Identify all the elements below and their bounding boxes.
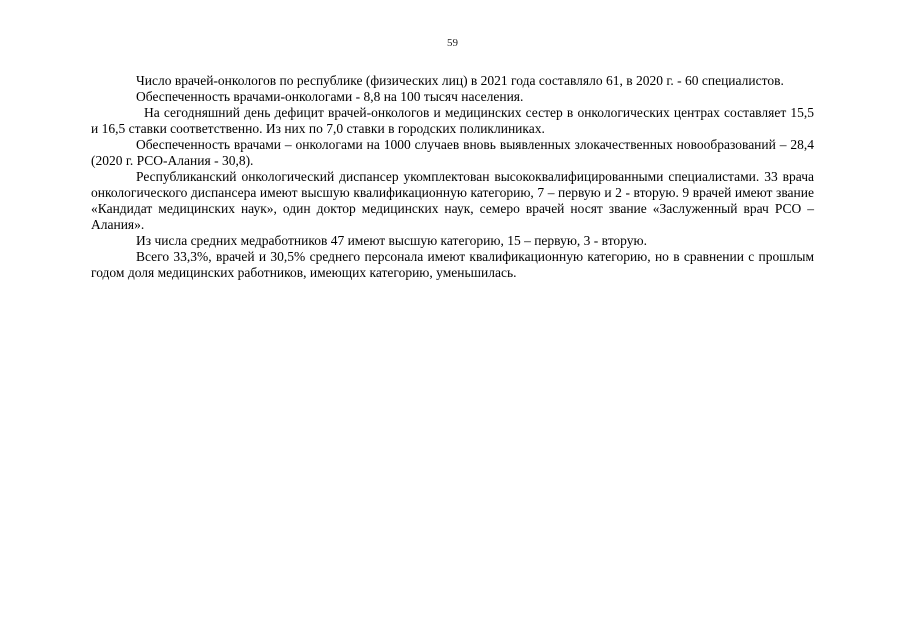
page-number: 59 (447, 37, 458, 49)
paragraph-oncologists-per-capita: Обеспеченность врачами-онкологами - 8,8 на 100 тысяч населения. (136, 89, 524, 104)
document-body (91, 73, 814, 281)
paragraph-oncologists-per-cases: Обеспеченность врачами – онкологами на 1000 случаев вновь выявленных злокачественных новообразований – 28,4 (2020 г. РСО-Алания - 30,8). (91, 137, 814, 168)
paragraph-dispensary-staffing: Республиканский онкологический диспансер укомплектован высококвалифицированными специалистами. 33 врача онкологического диспансера имеют высшую квалификационную категорию, 7 – первую и 2 - вторую. 9 врачей имеют звание «Кандидат медицинских наук», один доктор медицинских наук, семеро врачей носят звание «Заслуженный врач РСО – Алания». (91, 169, 814, 232)
paragraph-qualification-summary: Всего 33,3%, врачей и 30,5% среднего персонала имеют квалификационную категорию, но в сравнении с прошлым годом доля медицинских работников, имеющих категорию, уменьшилась. (91, 249, 814, 280)
paragraph-oncologists-count: Число врачей-онкологов по республике (физических лиц) в 2021 года составляло 61, в 2020 г. - 60 специалистов. (136, 73, 784, 88)
paragraph-staff-deficit: На сегодняшний день дефицит врачей-онкологов и медицинских сестер в онкологических центрах составляет 15,5 и 16,5 ставки соответственно. Из них по 7,0 ставки в городских поликлиниках. (91, 105, 814, 136)
paragraph-nursing-categories: Из числа средних медработников 47 имеют высшую категорию, 15 – первую, 3 - вторую. (136, 233, 647, 248)
